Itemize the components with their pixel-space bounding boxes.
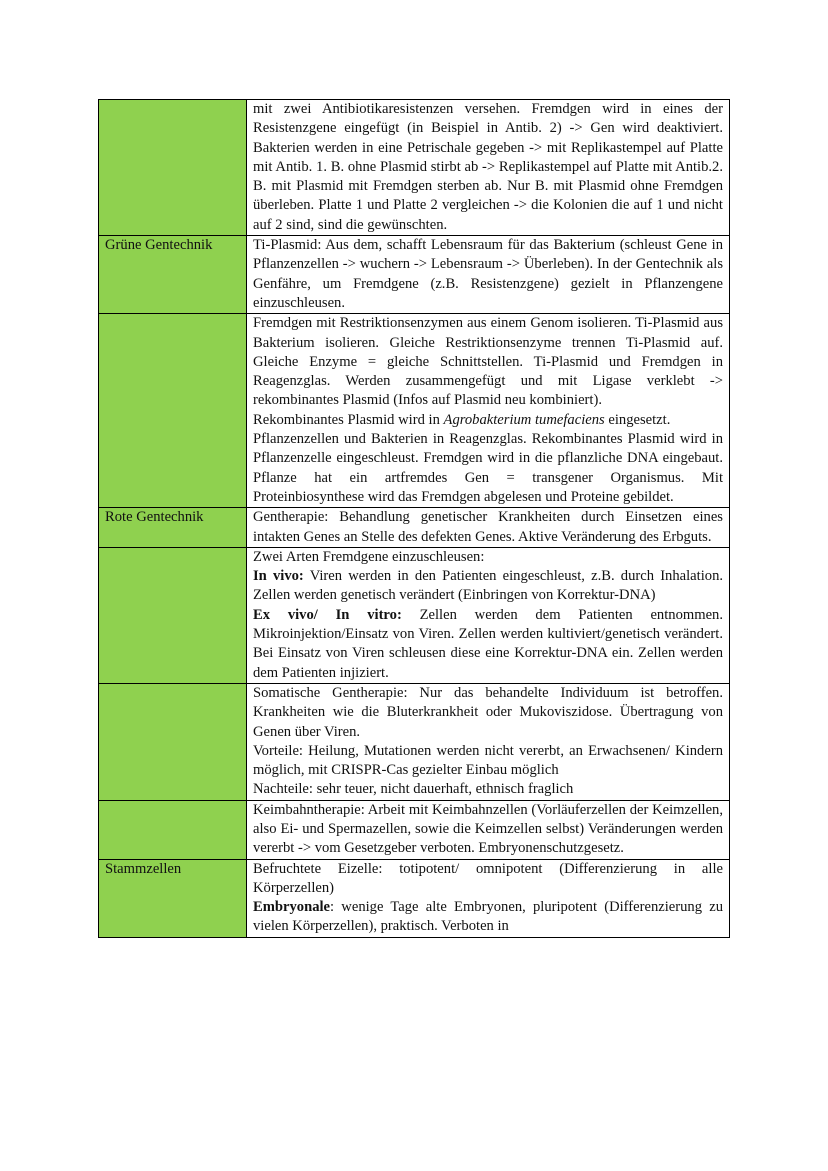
content-cell: [247, 800, 730, 859]
paragraph: Gentherapie: Behandlung genetischer Krankheiten durch Einsetzen eines intakten Genes an Stelle des defekten Genes. Aktive Veränderung des Erbguts.: [253, 509, 723, 545]
species-name: Agrobakterium tumefaciens: [443, 411, 605, 428]
paragraph-ex-vivo: [253, 606, 723, 683]
content-cell: [247, 314, 730, 508]
topic-cell-gruene-gentechnik: Grüne Gentechnik: [99, 236, 247, 314]
table-row: [99, 508, 730, 548]
paragraph: Zwei Arten Fremdgene einzuschleusen:: [253, 548, 485, 565]
paragraph: Keimbahntherapie: Arbeit mit Keimbahnzellen (Vorläuferzellen der Keimzellen, also Ei- und Spermazellen, sowie die Keimzellen selbst) Veränderungen werden vererbt -> vom Gesetzgeber verboten. Embryonenschutzgesetz.: [253, 801, 723, 857]
topic-cell-rote-gentechnik: Rote Gentechnik: [99, 508, 247, 548]
topic-cell: [99, 547, 247, 683]
content-cell: [247, 508, 730, 548]
topic-cell-stammzellen: Stammzellen: [99, 859, 247, 937]
paragraph-nachteile: Nachteile: sehr teuer, nicht dauerhaft, ethnisch fraglich: [253, 781, 574, 798]
embryonale-label: Embryonale: [253, 899, 331, 916]
topic-cell: [99, 683, 247, 800]
notes-table: [98, 99, 730, 938]
paragraph-agrobakterium: Rekombinantes Plasmid wird in Agrobakterium tumefaciens eingesetzt.: [253, 411, 671, 428]
table-row: [99, 314, 730, 508]
in-vivo-text: Viren werden in den Patienten eingeschleust, z.B. durch Inhalation. Zellen werden genetisch verändert (Einbringen von Korrektur-DNA): [253, 568, 724, 604]
paragraph-embryonale: [253, 898, 723, 937]
table-row: [99, 800, 730, 859]
embryonale-text: : wenige Tage alte Embryonen, pluripotent (Differenzierung zu vielen Körperzellen), praktisch. Verboten in: [253, 899, 723, 935]
table-row: [99, 683, 730, 800]
content-cell: [247, 859, 730, 937]
topic-cell: [99, 100, 247, 236]
content-cell: [247, 683, 730, 800]
paragraph: Pflanzenzellen und Bakterien in Reagenzglas. Rekombinantes Plasmid wird in Pflanzenzelle eingeschleust. Fremdgen wird in die pflanzliche DNA eingebaut. Pflanze hat ein artfremdes Gen = transgener Organismus. Mit Proteinbiosynthese wird das Fremdgen abgelesen und Proteine gebildet.: [253, 431, 723, 505]
topic-cell: [99, 800, 247, 859]
table-row: [99, 100, 730, 236]
paragraph-in-vivo: [253, 567, 723, 606]
table-row: [99, 547, 730, 683]
table-row: [99, 236, 730, 314]
ex-vivo-label: Ex vivo/ In vitro:: [253, 606, 402, 623]
content-cell: [247, 100, 730, 236]
content-cell: [247, 547, 730, 683]
topic-cell: [99, 314, 247, 508]
paragraph: Somatische Gentherapie: Nur das behandelte Individuum ist betroffen. Krankheiten wie die Bluterkrankheit oder Mukoviszidose. Übertragung von Genen über Viren.: [253, 684, 723, 740]
paragraph: Befruchtete Eizelle: totipotent/ omnipotent (Differenzierung in alle Körperzellen): [253, 860, 723, 896]
table-row: [99, 859, 730, 937]
paragraph-vorteile: Vorteile: Heilung, Mutationen werden nicht vererbt, an Erwachsenen/ Kindern möglich, mit CRISPR-Cas gezielter Einbau möglich: [253, 742, 723, 779]
in-vivo-label: In vivo:: [253, 568, 304, 585]
ex-vivo-text: Zellen werden dem Patienten entnommen. Mikroinjektion/Einsatz von Viren. Zellen werden kultiviert/genetisch verändert. Bei Einsatz von Viren schleusen diese eine Korrektur-DNA ein. Zellen werden dem Patienten injiziert.: [253, 606, 723, 681]
content-cell: [247, 236, 730, 314]
paragraph: Fremdgen mit Restriktionsenzymen aus einem Genom isolieren. Ti-Plasmid aus Bakterium isolieren. Gleiche Restriktionsenzyme trennen Ti-Plasmid auf. Gleiche Enzyme = gleiche Schnittstellen. Ti-Plasmid und Fremdgen in Reagenzglas. Werden zusammengefügt und mit Ligase verklebt -> rekombinantes Plasmid (Infos auf Plasmid neu kombiniert).: [253, 315, 723, 409]
paragraph: mit zwei Antibiotikaresistenzen versehen. Fremdgen wird in eines der Resistenzgene eingefügt (in Beispiel in Antib. 2) -> Gen wird deaktiviert. Bakterien werden in eine Petrischale gegeben -> mit Replikastempel auf Platte mit Antib. 1. B. ohne Plasmid stirbt ab -> Replikastempel auf Platte mit Antib.2. B. mit Plasmid mit Fremdgen sterben ab. Nur B. mit Plasmid ohne Fremdgen überleben. Platte 1 und Platte 2 vergleichen -> die Kolonien die auf 1 und nicht auf 2 sind, sind die gewünschten.: [253, 101, 723, 233]
paragraph: Ti-Plasmid: Aus dem, schafft Lebensraum für das Bakterium (schleust Gene in Pflanzenzellen -> wuchern -> Lebensraum -> Überleben). In der Gentechnik als Genfähre, um Fremdgene (z.B. Resistenzgene) gezielt in Pflanzengene einzuschleusen.: [253, 237, 723, 311]
